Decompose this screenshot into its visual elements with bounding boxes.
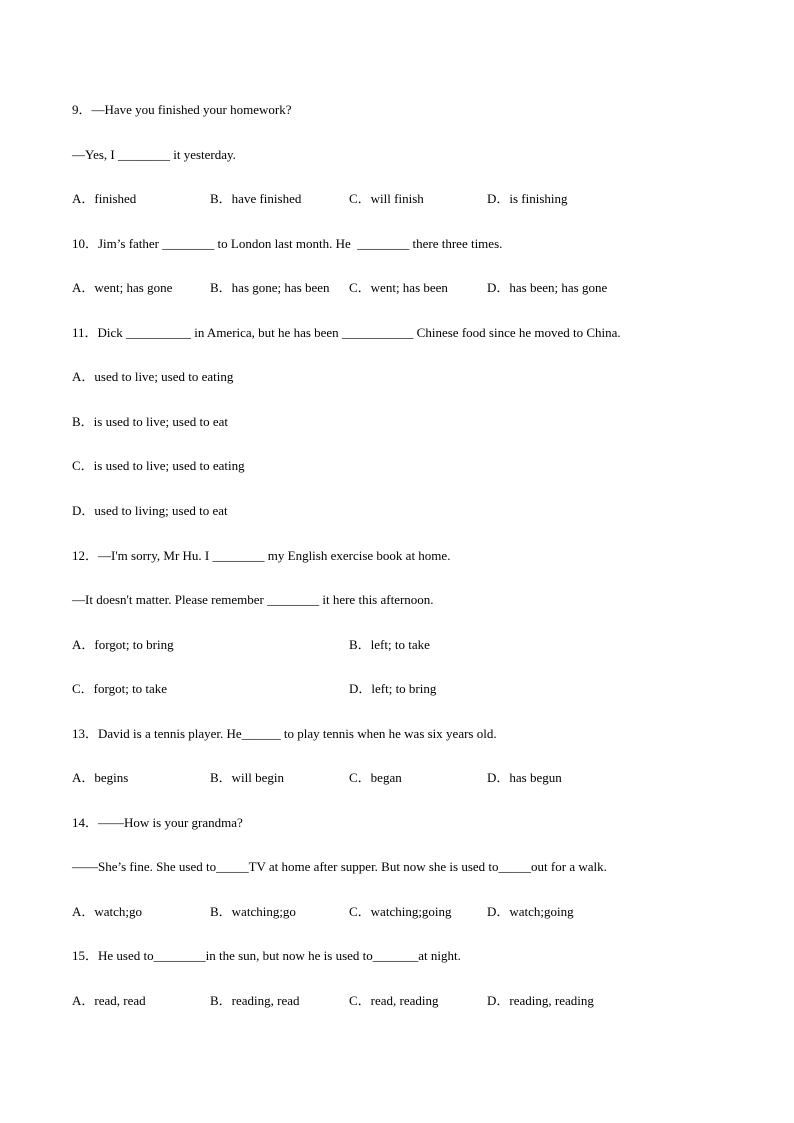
- question-10-stem: 10．Jim’s father ________ to London last month. He ________ there three times.: [72, 236, 503, 251]
- question-13-option-a: A．begins: [72, 770, 129, 785]
- question-15-stem: 15．He used to________in the sun, but now he is used to_______at night.: [72, 948, 461, 963]
- question-9-stem-line-2: —Yes, I ________ it yesterday.: [72, 147, 236, 162]
- question-15-option-b: B．reading, read: [210, 993, 300, 1008]
- question-12-option-d: D．left; to bring: [349, 681, 437, 696]
- question-10-option-c: C．went; has been: [349, 280, 448, 295]
- question-13-option-d: D．has begun: [487, 770, 562, 785]
- question-13-stem: 13．David is a tennis player. He______ to play tennis when he was six years old.: [72, 726, 497, 741]
- question-13-option-b: B．will begin: [210, 770, 285, 785]
- question-12-stem-line-2: —It doesn't matter. Please remember ________ it here this afternoon.: [72, 592, 434, 607]
- question-14-stem-line-1: 14．——How is your grandma?: [72, 815, 243, 830]
- question-9-option-d: D．is finishing: [487, 191, 568, 206]
- question-13-option-c: C．began: [349, 770, 402, 785]
- question-14-option-c: C．watching;going: [349, 904, 452, 919]
- question-15-option-d: D．reading, reading: [487, 993, 594, 1008]
- question-14-option-b: B．watching;go: [210, 904, 296, 919]
- question-9-stem-line-1: 9．—Have you finished your homework?: [72, 102, 292, 117]
- question-9-option-c: C．will finish: [349, 191, 424, 206]
- question-14-stem-line-2: ——She’s fine. She used to_____TV at home after supper. But now she is used to_____out for a walk.: [72, 859, 607, 874]
- question-11-stem: 11．Dick __________ in America, but he has been ___________ Chinese food since he moved to China.: [72, 325, 621, 340]
- question-9-option-a: A．finished: [72, 191, 137, 206]
- question-14-option-a: A．watch;go: [72, 904, 143, 919]
- question-15-option-c: C．read, reading: [349, 993, 439, 1008]
- question-11-option-c: C．is used to live; used to eating: [72, 458, 245, 473]
- question-12-option-a: A．forgot; to bring: [72, 637, 174, 652]
- question-11-option-a: A．used to live; used to eating: [72, 369, 234, 384]
- question-10-option-d: D．has been; has gone: [487, 280, 608, 295]
- question-9-option-b: B．have finished: [210, 191, 302, 206]
- question-12-option-c: C．forgot; to take: [72, 681, 168, 696]
- question-14-option-d: D．watch;going: [487, 904, 574, 919]
- question-15-option-a: A．read, read: [72, 993, 146, 1008]
- question-12-option-b: B．left; to take: [349, 637, 430, 652]
- question-12-stem-line-1: 12．—I'm sorry, Mr Hu. I ________ my English exercise book at home.: [72, 548, 451, 563]
- question-10-option-a: A．went; has gone: [72, 280, 173, 295]
- question-10-option-b: B．has gone; has been: [210, 280, 330, 295]
- question-11-option-b: B．is used to live; used to eat: [72, 414, 228, 429]
- question-11-option-d: D．used to living; used to eat: [72, 503, 228, 518]
